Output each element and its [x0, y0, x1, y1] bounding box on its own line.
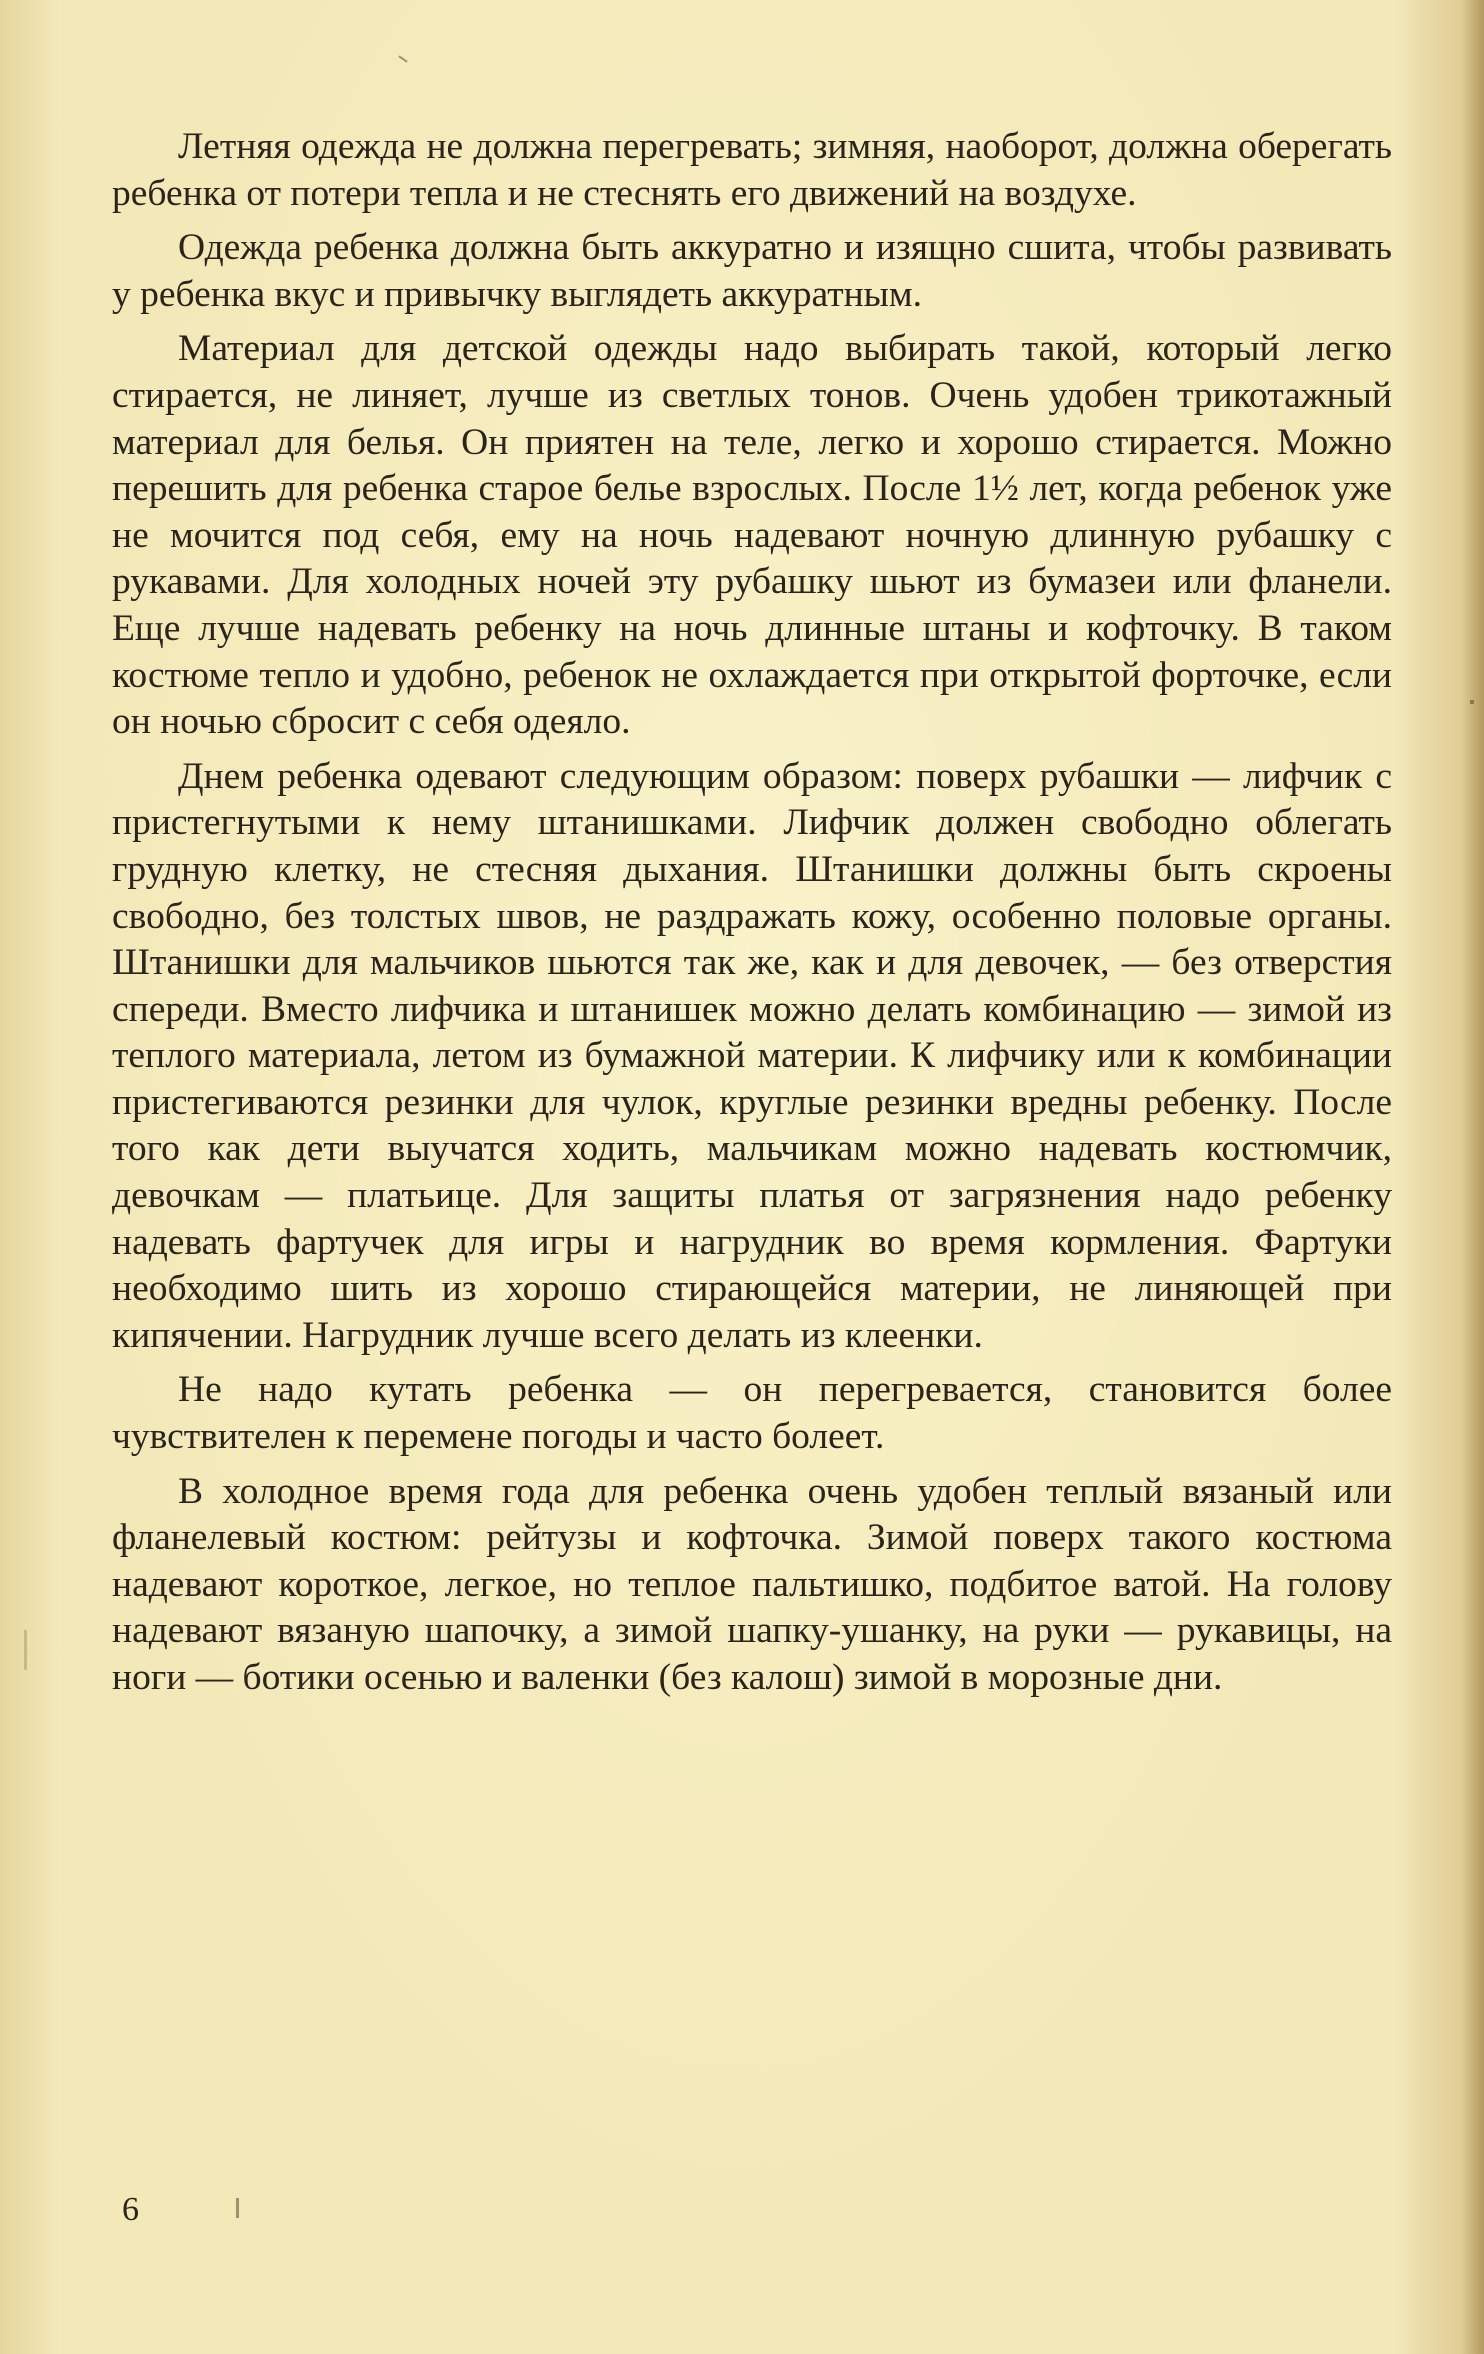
paragraph-summer-clothing: Летняя одежда не должна перегревать; зимняя, наоборот, должна оберегать ребенка от потери тепла и не стеснять его движений на воздухе.	[112, 126, 1392, 214]
paper-speck	[236, 2198, 239, 2218]
paragraph-cold-season: В холодное время года для ребенка очень удобен теплый вязаный или фланелевый костюм: рейтузы и кофточка. Зимой поверх такого костюма надевают короткое, легкое, но теплое пальтишко, подбитое ватой. На голову надевают вязаную шапочку, а зимой шапку-ушанку, на руки — рукавицы, на ноги — ботики осенью и валенки (без калош) зимой в морозные дни.	[112, 1470, 1392, 1698]
body-text	[112, 124, 1392, 1710]
paragraph-overwrapping: Не надо кутать ребенка — он перегревается, становится более чувствителен к перемене погоды и часто болеет.	[112, 1369, 1392, 1458]
paper-speck	[1470, 700, 1474, 704]
paragraph-material: Материал для детской одежды надо выбирать такой, который легко стирается, не линяет, лучше из светлых тонов. Очень удобен трикотажный материал для белья. Он приятен на теле, легко и хорошо стирается. Можно перешить для ребенка старое белье взрослых. После 1½ лет, когда ребенок уже не мочится под себя, ему на ночь надевают ночную длинную рубашку с рукавами. Для холодных ночей эту рубашку шьют из бумазеи или фланели. Еще лучше надевать ребенку на ночь длинные штаны и кофточку. В таком костюме тепло и удобно, ребенок не охлаждается при открытой форточке, если он ночью сбросит с себя одеяло.	[112, 328, 1392, 743]
paragraph-neat-clothing: Одежда ребенка должна быть аккуратно и изящно сшита, чтобы развивать у ребенка вкус и привычку выглядеть аккуратным.	[112, 227, 1392, 315]
paper-speck	[398, 55, 407, 62]
page-number: 6	[122, 2191, 139, 2228]
page-edge-shadow	[1462, 0, 1484, 2354]
paragraph-daytime-dressing: Днем ребенка одевают следующим образом: поверх рубашки — лифчик с пристегнутыми к нему штанишками. Лифчик должен свободно облегать грудную клетку, не стесняя дыхания. Штанишки должны быть скроены свободно, без толстых швов, не раздражать кожу, особенно половые органы. Штанишки для мальчиков шьются так же, как и для девочек, — без отверстия спереди. Вместо лифчика и штанишек можно делать комбинацию — зимой из теплого материала, летом из бумажной материи. К лифчику или к комбинации пристегиваются резинки для чулок, круглые резинки вредны ребенку. После того как дети выучатся ходить, мальчикам можно надевать костюмчик, девочкам — платьице. Для защиты платья от загрязнения надо ребенку надевать фартучек для игры и нагрудник во время кормления. Фартуки необходимо шить из хорошо стирающейся материи, не линяющей при кипячении. Нагрудник лучше всего делать из клеенки.	[112, 755, 1392, 1356]
paper-speck	[24, 1630, 27, 1670]
